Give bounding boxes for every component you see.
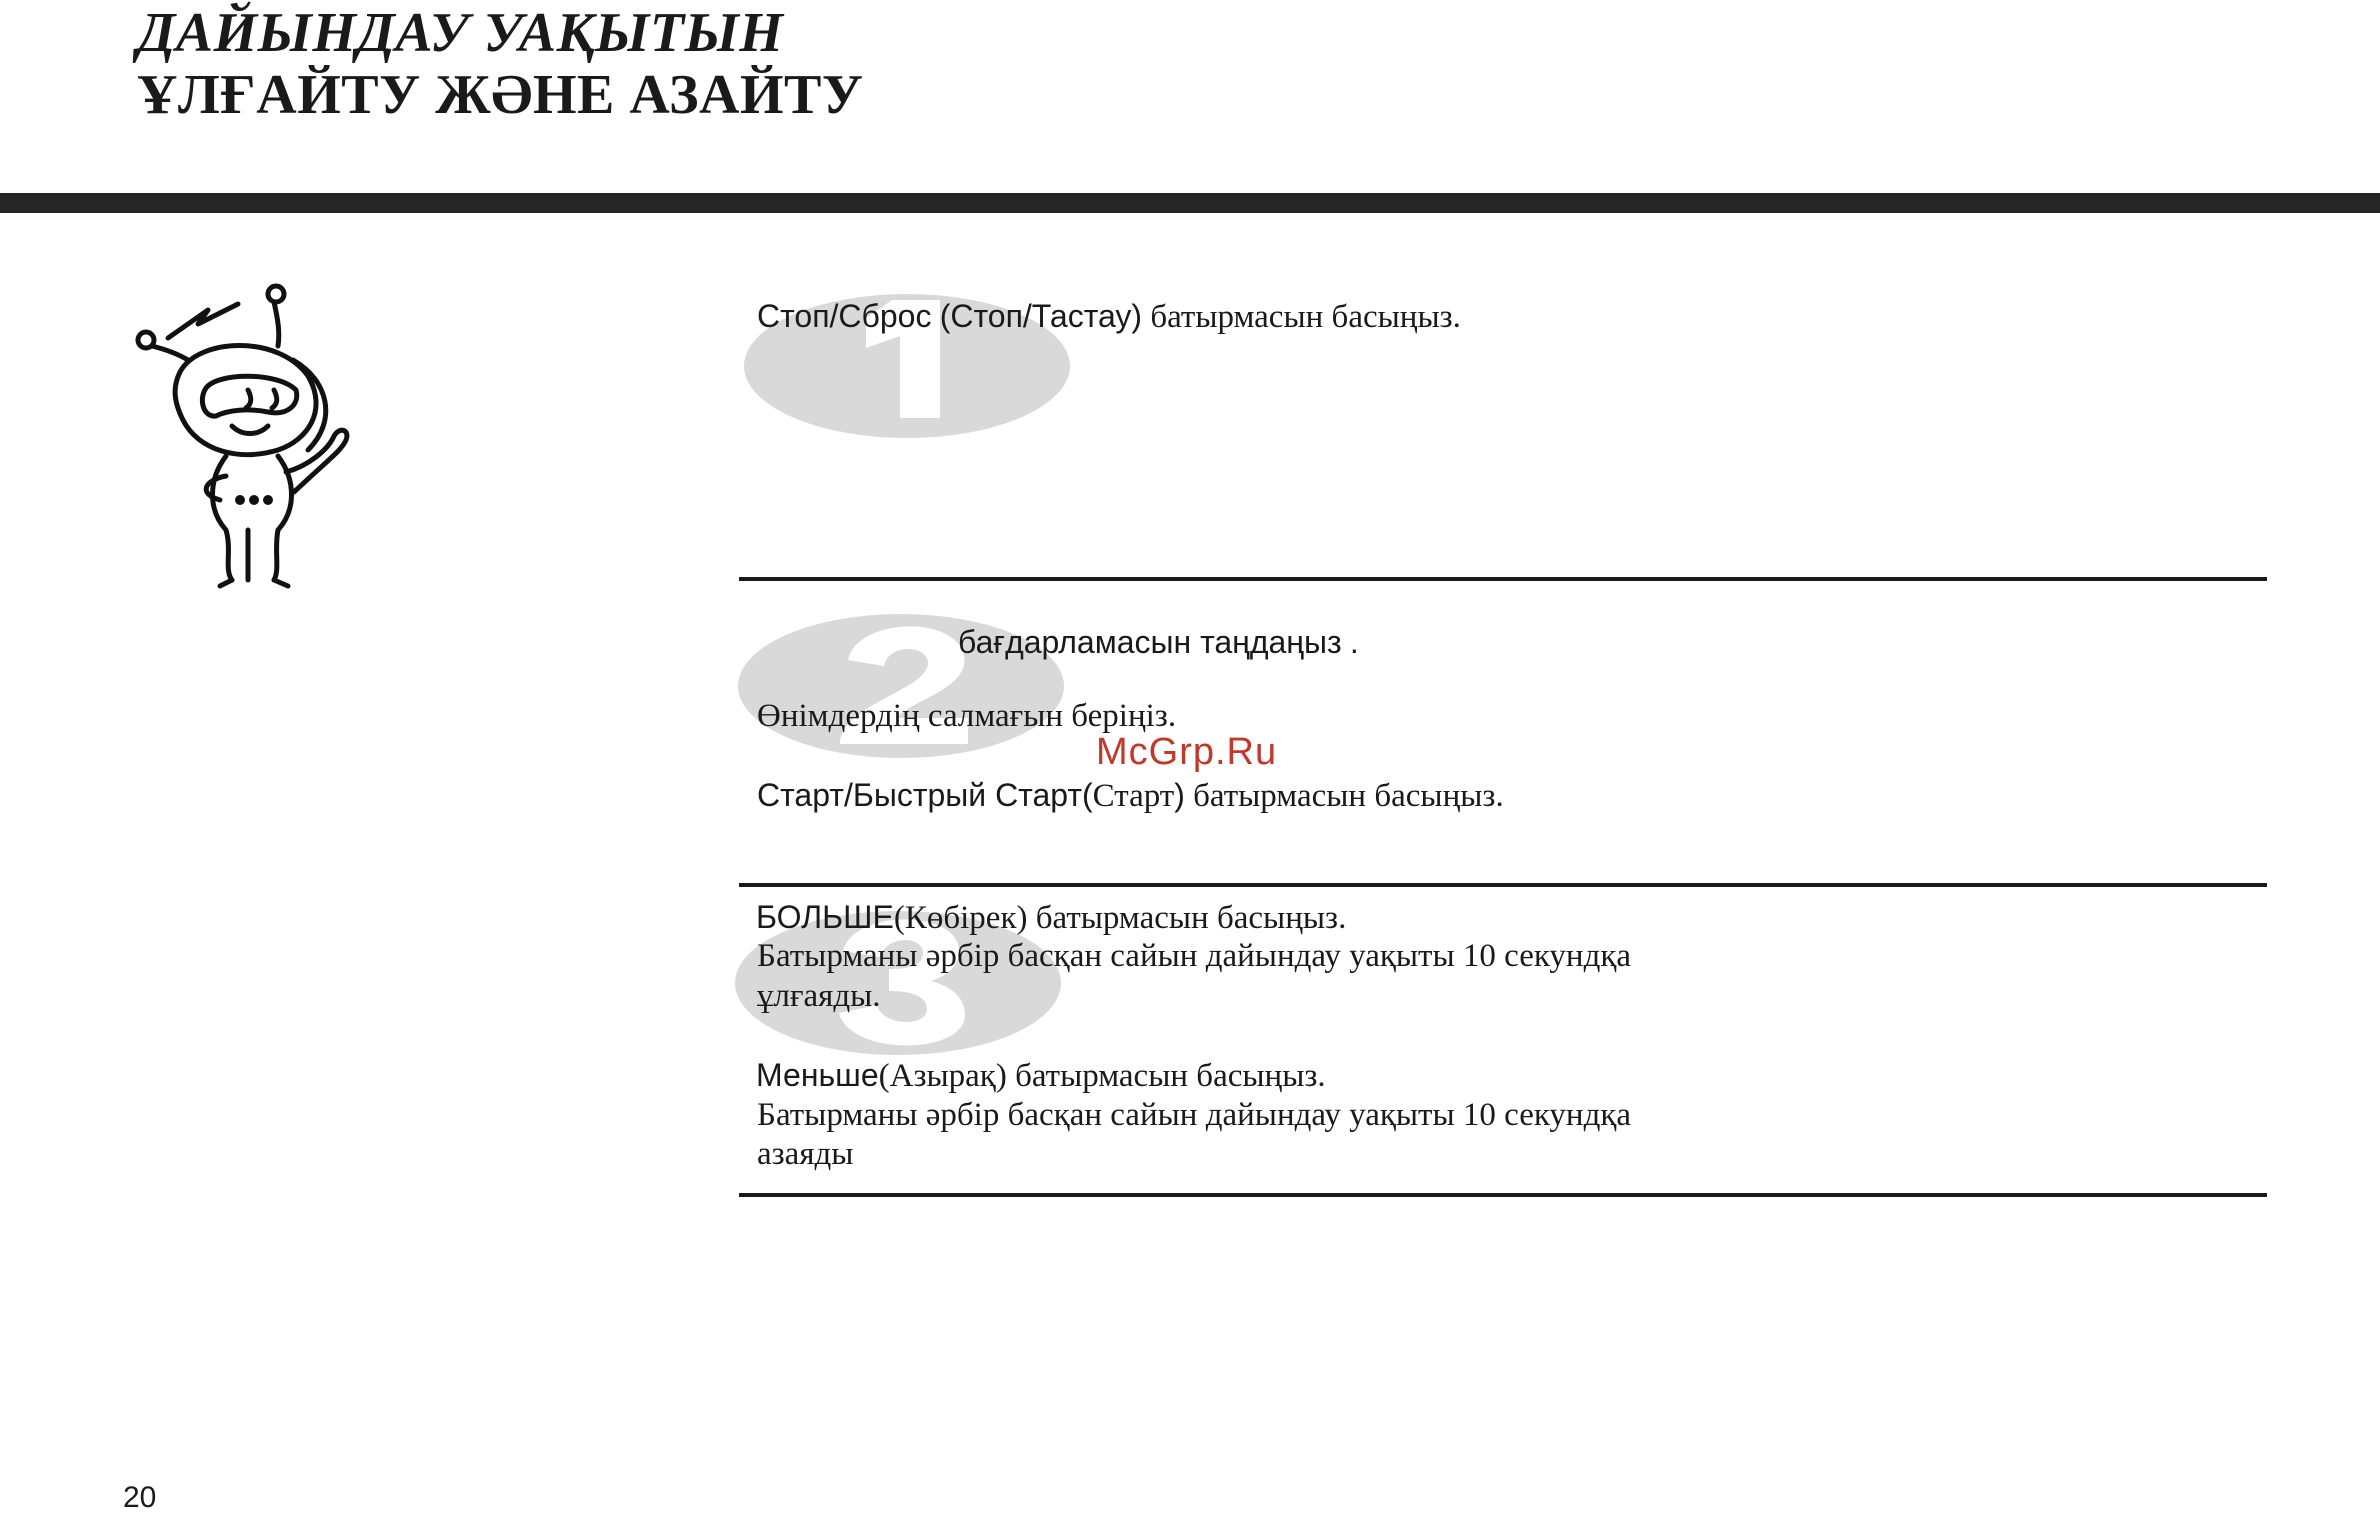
start-button-label: Старт/Быстрый Старт: [757, 777, 1083, 813]
less-instruction: батырмасын басыңыз.: [1015, 1058, 1326, 1094]
stop-reset-translation: (Стоп/Тастау): [939, 298, 1143, 334]
watermark: McGrp.Ru: [1096, 731, 1278, 773]
start-translation-close: ): [1174, 777, 1185, 813]
more-description-line-1: Батырманы әрбір басқан сайын дайындау уақыты 10 секундқа: [757, 938, 1632, 974]
step-1-text: [757, 296, 1461, 337]
program-select-text: [958, 622, 1359, 663]
less-translation: (Азырақ): [878, 1058, 1007, 1094]
more-translation: (Көбірек): [893, 900, 1028, 936]
step-divider-2: [739, 883, 2267, 887]
less-button-label: Меньше: [756, 1057, 879, 1093]
less-step-text: [756, 1055, 1326, 1096]
step-divider-1: [739, 577, 2267, 581]
program-select-period: .: [1349, 624, 1359, 660]
title-line-1: ДАЙЫНДАУ УАҚЫТЫН: [137, 2, 784, 64]
weight-input-text: Өнімдердің салмағын беріңіз.: [757, 698, 1177, 734]
page-number: 20: [123, 1481, 157, 1514]
less-description-line-1: Батырманы әрбір басқан сайын дайындау уақыты 10 секундқа: [757, 1097, 1632, 1133]
more-button-label: БОЛЬШЕ: [756, 899, 894, 935]
step-1-instruction: батырмасын басыңыз.: [1150, 299, 1461, 335]
less-description-line-2: азаяды: [757, 1136, 854, 1172]
step-divider-3: [739, 1193, 2267, 1197]
more-step-text: [756, 897, 1346, 938]
stop-reset-button-label: Стоп/Сброс: [757, 298, 932, 334]
start-translation: Старт: [1092, 778, 1175, 814]
more-description-line-2: ұлғаяды.: [757, 978, 881, 1014]
title-line-2: ҰЛҒАЙТУ ЖӘНЕ АЗАЙТУ: [137, 64, 864, 126]
page-title: [137, 2, 863, 126]
program-select-label: бағдарламасын таңдаңыз: [958, 624, 1342, 660]
start-step-text: [757, 775, 1504, 816]
start-instruction: батырмасын басыңыз.: [1193, 778, 1504, 814]
start-translation-open: (: [1082, 777, 1093, 813]
header-divider-bar: [0, 193, 2380, 213]
mascot-icon: [128, 280, 388, 600]
more-instruction: батырмасын басыңыз.: [1035, 900, 1347, 936]
